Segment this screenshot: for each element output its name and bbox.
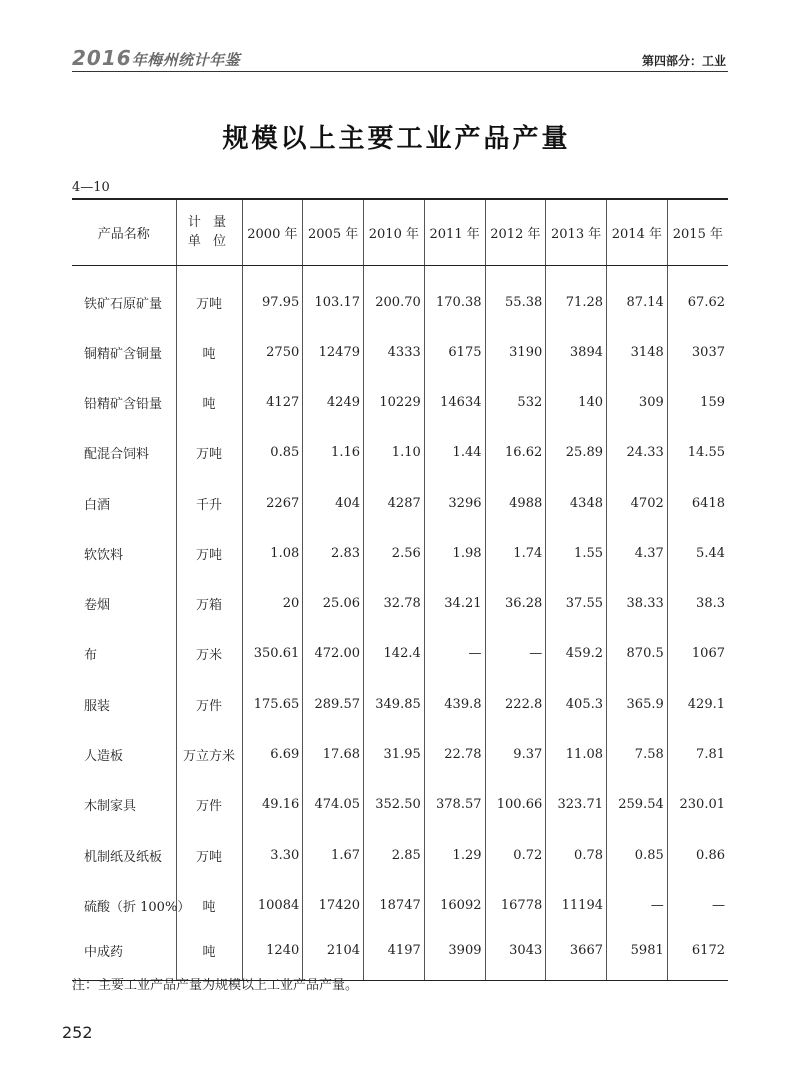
value-cell: 4.37 [607,528,668,578]
value-cell: — [485,629,546,679]
table-row [72,830,728,880]
value-cell: 5.44 [667,528,728,578]
unit-cell: 万箱 [176,578,242,628]
table-row [72,780,728,830]
value-cell: 55.38 [485,265,546,327]
product-name-cell: 铜精矿含铜量 [84,346,163,362]
table-body [72,265,728,981]
value-cell: 459.2 [546,629,607,679]
header-year: 2014 年 [607,199,668,265]
value-cell: 34.21 [424,578,485,628]
value-cell: 100.66 [485,780,546,830]
section-label: 第四部分：工业 [641,54,726,68]
unit-cell: 万吨 [176,265,242,327]
value-cell: 0.85 [607,830,668,880]
value-cell: 2.83 [303,528,364,578]
header-product-name: 产品名称 [72,199,176,265]
value-cell: 103.17 [303,265,364,327]
value-cell: 140 [546,377,607,427]
value-cell: 4197 [364,931,425,981]
book-title [72,46,240,70]
value-cell: 97.95 [242,265,303,327]
header-year: 2015 年 [667,199,728,265]
product-name-cell: 硫酸（折 100%） [84,899,191,915]
value-cell: 175.65 [242,679,303,729]
table-row [72,327,728,377]
table-row [72,880,728,930]
value-cell: 1.55 [546,528,607,578]
value-cell: — [607,880,668,930]
value-cell: 6172 [667,931,728,981]
value-cell: 2.85 [364,830,425,880]
value-cell: 1.29 [424,830,485,880]
product-name-cell: 木制家具 [84,799,137,815]
value-cell: 0.85 [242,428,303,478]
value-cell: 18747 [364,880,425,930]
unit-cell: 万立方米 [176,729,242,779]
header-year: 2005 年 [303,199,364,265]
product-name-cell: 配混合饲料 [84,447,150,463]
value-cell: 16.62 [485,428,546,478]
table-number: 4—10 [72,180,110,195]
value-cell: 17.68 [303,729,364,779]
value-cell: 404 [303,478,364,528]
value-cell: 532 [485,377,546,427]
value-cell: 24.33 [607,428,668,478]
value-cell: 31.95 [364,729,425,779]
value-cell: 472.00 [303,629,364,679]
unit-cell: 千升 [176,478,242,528]
value-cell: 349.85 [364,679,425,729]
unit-cell: 吨 [176,377,242,427]
value-cell: 36.28 [485,578,546,628]
value-cell: 474.05 [303,780,364,830]
value-cell: 1240 [242,931,303,981]
value-cell: 25.06 [303,578,364,628]
value-cell: 7.58 [607,729,668,779]
value-cell: 2267 [242,478,303,528]
value-cell: 142.4 [364,629,425,679]
value-cell: 3667 [546,931,607,981]
value-cell: 0.72 [485,830,546,880]
value-cell: 16092 [424,880,485,930]
value-cell: 2.56 [364,528,425,578]
value-cell: 3.30 [242,830,303,880]
value-cell: 289.57 [303,679,364,729]
value-cell: 1.44 [424,428,485,478]
value-cell: 1.08 [242,528,303,578]
value-cell: 4287 [364,478,425,528]
header-year: 2010 年 [364,199,425,265]
product-name-cell: 人造板 [84,749,124,765]
value-cell: 4348 [546,478,607,528]
value-cell: 200.70 [364,265,425,327]
product-name-cell: 中成药 [72,931,176,981]
page-number: 252 [62,1023,93,1042]
header-unit [176,199,242,265]
value-cell: 14634 [424,377,485,427]
value-cell: 5981 [607,931,668,981]
production-table [72,198,728,981]
value-cell: 20 [242,578,303,628]
value-cell: 365.9 [607,679,668,729]
value-cell: 1.98 [424,528,485,578]
value-cell: 37.55 [546,578,607,628]
value-cell: 38.3 [667,578,728,628]
value-cell: 1.10 [364,428,425,478]
value-cell: 10084 [242,880,303,930]
value-cell: 4333 [364,327,425,377]
unit-cell: 吨 [176,880,242,930]
table-row [72,428,728,478]
table-row [72,265,728,327]
value-cell: 159 [667,377,728,427]
table-row [72,578,728,628]
value-cell: 38.33 [607,578,668,628]
product-name-cell: 铅精矿含铅量 [84,396,163,412]
table-row [72,377,728,427]
table-row [72,629,728,679]
unit-cell: 吨 [176,931,242,981]
header-year: 2013 年 [546,199,607,265]
value-cell: 71.28 [546,265,607,327]
value-cell: 12479 [303,327,364,377]
value-cell: 4249 [303,377,364,427]
book-title-text: 年梅州统计年鉴 [131,51,241,69]
value-cell: 1.67 [303,830,364,880]
product-name-cell: 铁矿石原矿量 [84,296,163,312]
value-cell: 2104 [303,931,364,981]
value-cell: 429.1 [667,679,728,729]
value-cell: 0.78 [546,830,607,880]
unit-cell: 万米 [176,629,242,679]
value-cell: 49.16 [242,780,303,830]
value-cell: 3043 [485,931,546,981]
header-unit-line1: 计 量 [187,215,231,231]
value-cell: 6418 [667,478,728,528]
unit-cell: 万吨 [176,428,242,478]
product-name-cell: 布 [84,648,98,664]
value-cell: 2750 [242,327,303,377]
header-year: 2011 年 [424,199,485,265]
value-cell: 4127 [242,377,303,427]
table-header-row [72,199,728,265]
running-header [72,46,728,72]
value-cell: 17420 [303,880,364,930]
value-cell: 3296 [424,478,485,528]
value-cell: 3909 [424,931,485,981]
value-cell: 309 [607,377,668,427]
value-cell: 439.8 [424,679,485,729]
value-cell: 350.61 [242,629,303,679]
value-cell: 11194 [546,880,607,930]
value-cell: 22.78 [424,729,485,779]
unit-cell: 万吨 [176,528,242,578]
value-cell: 32.78 [364,578,425,628]
value-cell: 3148 [607,327,668,377]
book-year: 2016 [72,46,132,70]
value-cell: 0.86 [667,830,728,880]
product-name-cell: 机制纸及纸板 [84,849,163,865]
value-cell: 10229 [364,377,425,427]
value-cell: 1.16 [303,428,364,478]
header-unit-line2: 单 位 [187,234,231,250]
value-cell: 870.5 [607,629,668,679]
unit-cell: 吨 [176,327,242,377]
table-row [72,679,728,729]
product-name-cell: 卷烟 [84,598,111,614]
table-row [72,528,728,578]
value-cell: 4702 [607,478,668,528]
value-cell: 378.57 [424,780,485,830]
value-cell: 67.62 [667,265,728,327]
value-cell: 222.8 [485,679,546,729]
product-name-cell: 软饮料 [84,547,124,563]
value-cell: 9.37 [485,729,546,779]
value-cell: 352.50 [364,780,425,830]
page-title: 规模以上主要工业产品产量 [222,124,571,154]
value-cell: — [667,880,728,930]
value-cell: 16778 [485,880,546,930]
table-row [72,729,728,779]
value-cell: 6.69 [242,729,303,779]
value-cell: 1.74 [485,528,546,578]
value-cell: 7.81 [667,729,728,779]
value-cell: 230.01 [667,780,728,830]
value-cell: 11.08 [546,729,607,779]
unit-cell: 万件 [176,679,242,729]
unit-cell: 万件 [176,780,242,830]
value-cell: — [424,629,485,679]
value-cell: 1067 [667,629,728,679]
value-cell: 323.71 [546,780,607,830]
value-cell: 6175 [424,327,485,377]
value-cell: 405.3 [546,679,607,729]
product-name-cell: 服装 [84,698,111,714]
value-cell: 87.14 [607,265,668,327]
value-cell: 4988 [485,478,546,528]
footnote: 注：主要工业产品产量为规模以上工业产品产量。 [72,978,359,993]
value-cell: 3894 [546,327,607,377]
value-cell: 25.89 [546,428,607,478]
header-rule [72,71,728,72]
value-cell: 3190 [485,327,546,377]
value-cell: 3037 [667,327,728,377]
table-row [72,478,728,528]
product-name-cell: 白酒 [84,497,111,513]
value-cell: 259.54 [607,780,668,830]
value-cell: 14.55 [667,428,728,478]
header-year: 2012 年 [485,199,546,265]
value-cell: 170.38 [424,265,485,327]
unit-cell: 万吨 [176,830,242,880]
header-year: 2000 年 [242,199,303,265]
